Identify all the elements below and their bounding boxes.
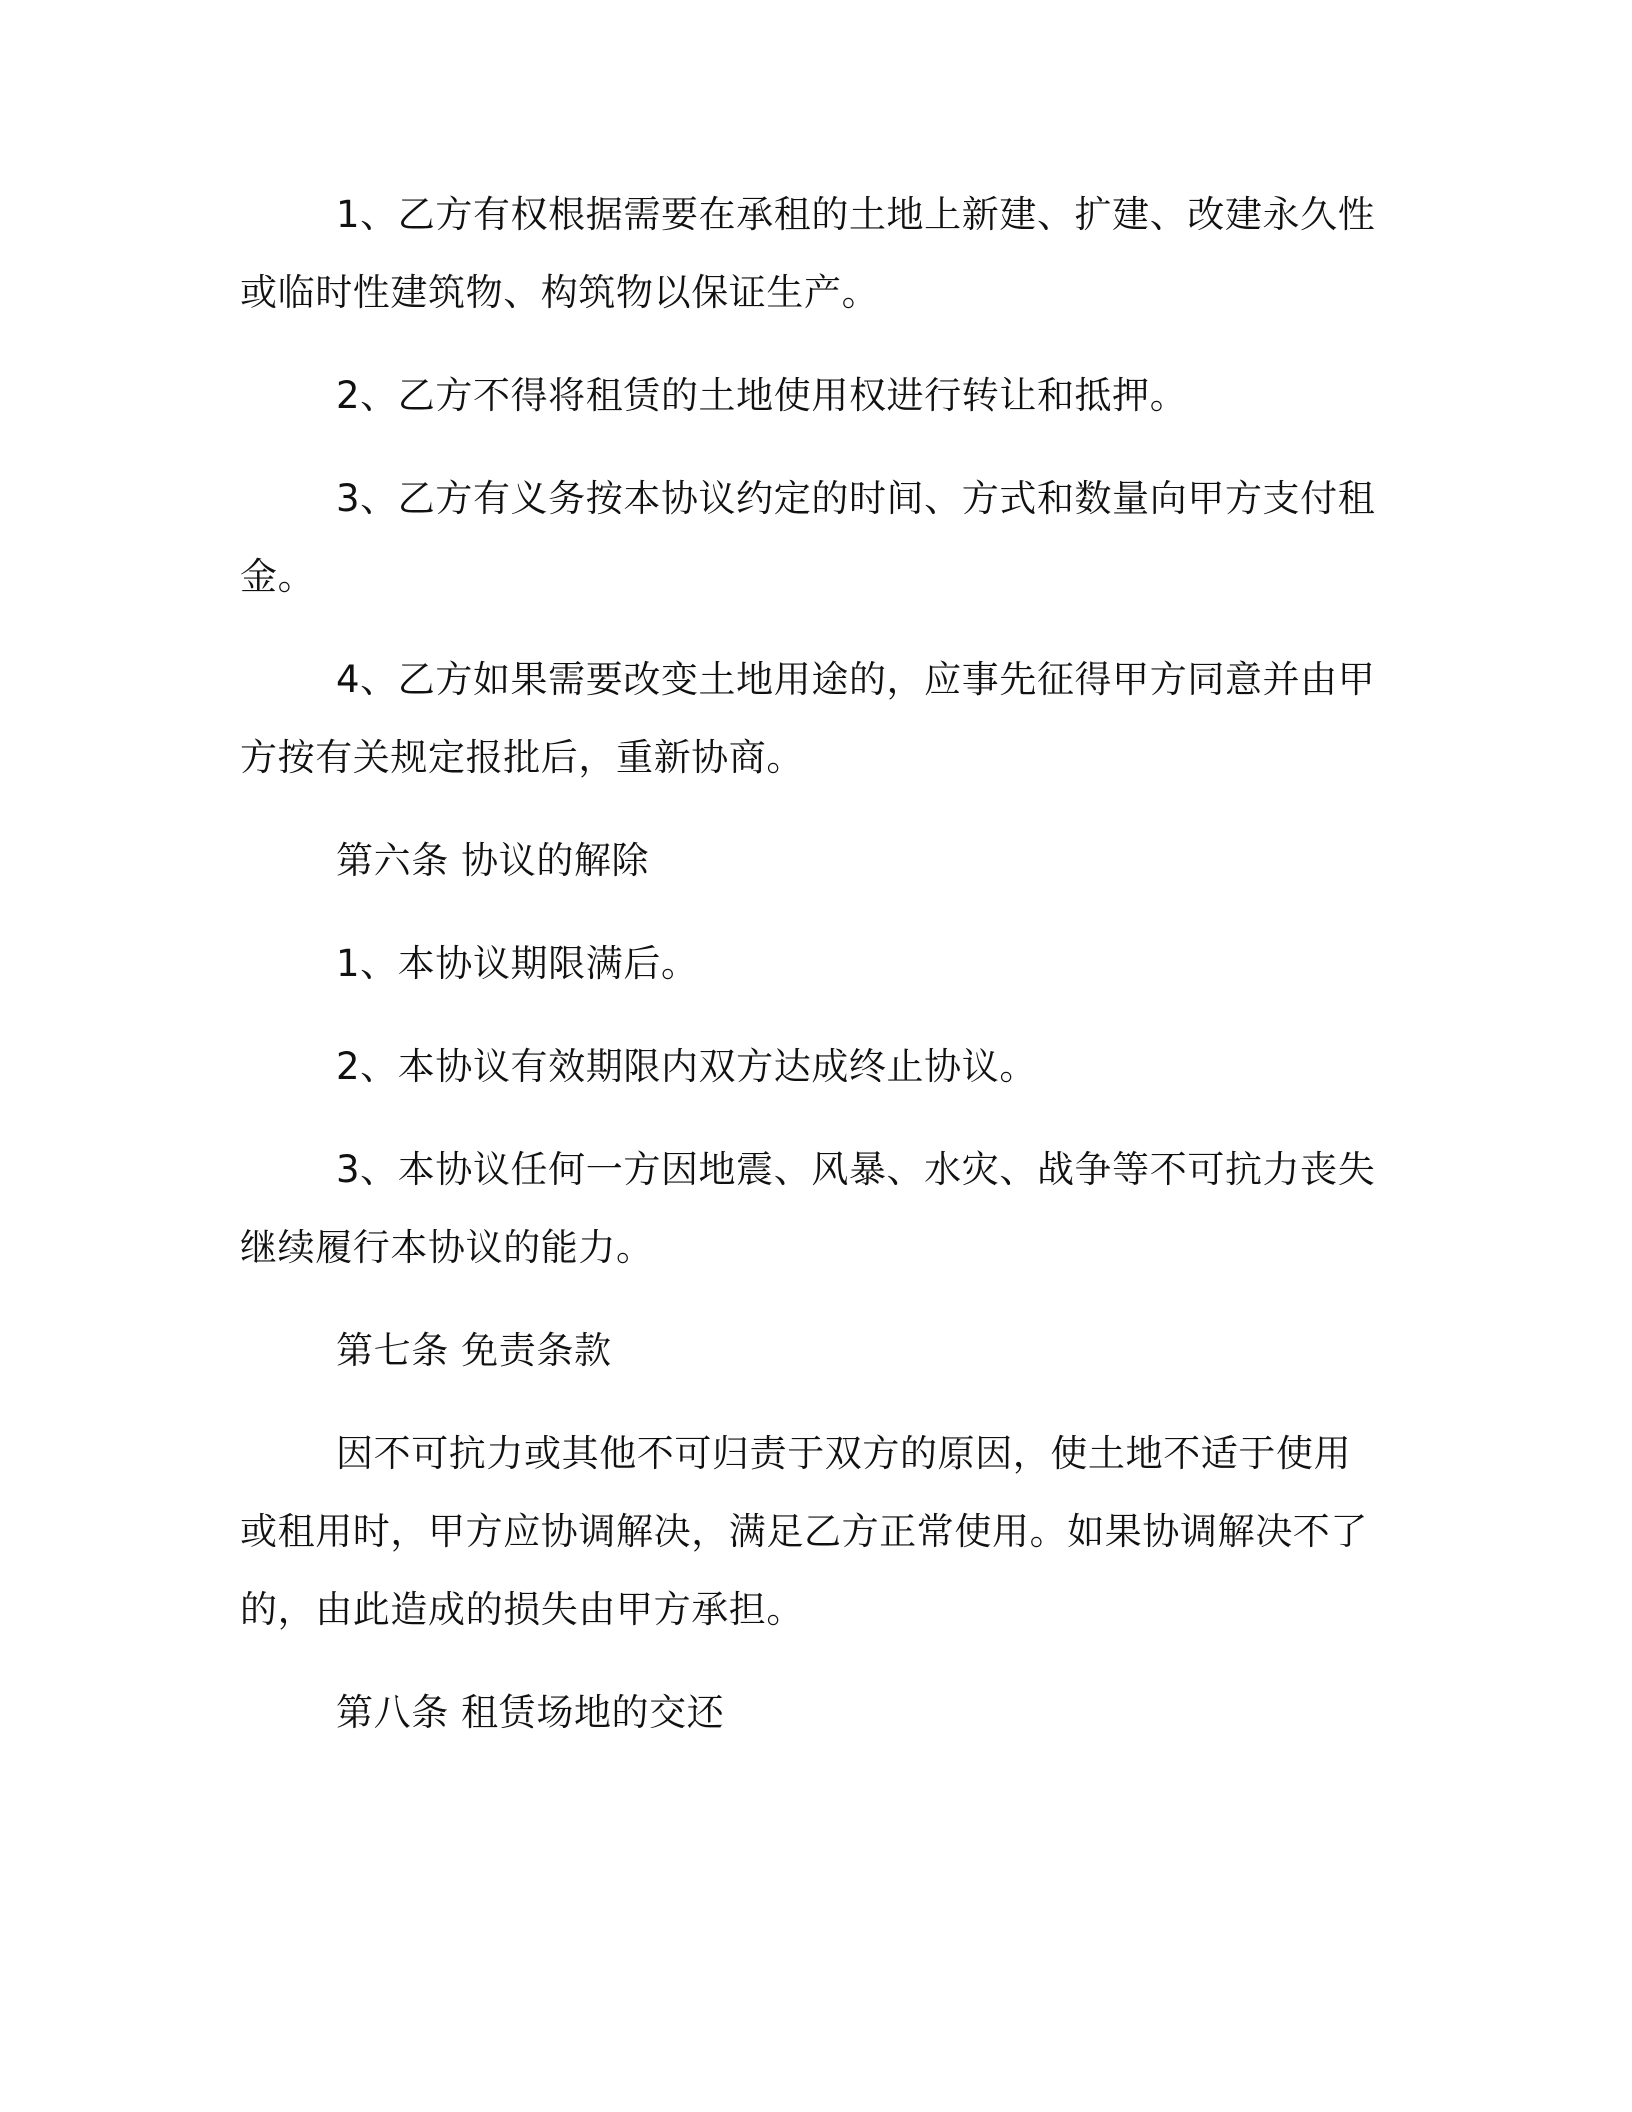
article-6-item-3: 3、本协议任何一方因地震、风暴、水灾、战争等不可抗力丧失继续履行本协议的能力。 bbox=[240, 1148, 1376, 1269]
clause-5-item-2: 2、乙方不得将租赁的土地使用权进行转让和抵押。 bbox=[336, 374, 1188, 417]
document-body bbox=[240, 176, 1380, 1777]
clause-5-item-1: 1、乙方有权根据需要在承租的土地上新建、扩建、改建永久性或临时性建筑物、构筑物以保证生产。 bbox=[240, 193, 1376, 314]
article-7-paragraph: 因不可抗力或其他不可归责于双方的原因，使土地不适于使用或租用时，甲方应协调解决，满足乙方正常使用。如果协调解决不了的，由此造成的损失由甲方承担。 bbox=[240, 1432, 1368, 1631]
clause-5-item-4: 4、乙方如果需要改变土地用途的，应事先征得甲方同意并由甲方按有关规定报批后，重新协商。 bbox=[240, 658, 1376, 779]
article-7-heading: 第七条 免责条款 bbox=[336, 1329, 612, 1372]
article-6-heading: 第六条 协议的解除 bbox=[336, 839, 650, 882]
article-6-item-1: 1、本协议期限满后。 bbox=[336, 942, 699, 985]
clause-5-item-3: 3、乙方有义务按本协议约定的时间、方式和数量向甲方支付租金。 bbox=[240, 477, 1376, 598]
article-8-heading: 第八条 租赁场地的交还 bbox=[336, 1691, 725, 1734]
article-6-item-2: 2、本协议有效期限内双方达成终止协议。 bbox=[336, 1045, 1037, 1088]
